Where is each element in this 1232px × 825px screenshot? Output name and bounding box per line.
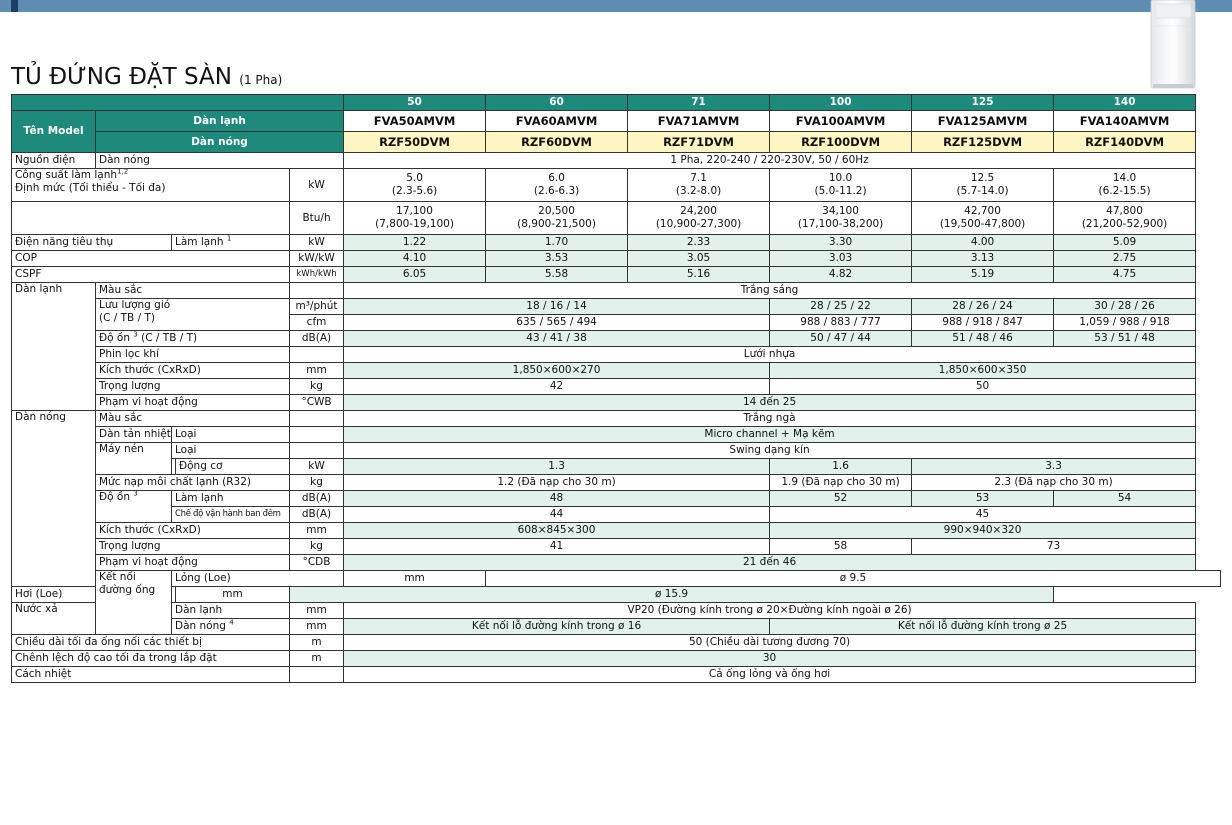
unit-cell: mm — [344, 571, 486, 587]
range: (7,800-19,100) — [375, 218, 454, 230]
section-label-piping — [96, 571, 172, 635]
table-row — [12, 95, 1221, 111]
row-label: Mức nạp môi chất lạnh (R32) — [96, 475, 290, 491]
piping-label-line1: Kết nối — [99, 571, 136, 583]
unit-cell: °CDB — [290, 555, 344, 571]
table-row — [12, 427, 1221, 443]
outdoor-model: RZF50DVM — [344, 132, 486, 153]
section-label-outdoor: Dàn nóng — [12, 411, 96, 587]
capacity-footnote: 1,2 — [117, 168, 129, 176]
unit-cell: mm — [290, 363, 344, 379]
unit-cell: kW — [290, 235, 344, 251]
motor-value: 1.3 — [344, 459, 770, 475]
sublabel-text: Dàn nóng — [175, 620, 226, 632]
table-row — [12, 363, 1221, 379]
range: (2.6-6.3) — [533, 185, 580, 197]
unit-cell: mm — [290, 603, 344, 619]
airflow-value: 30 / 28 / 26 — [1054, 299, 1196, 315]
row-sublabel: Dàn nóng — [96, 153, 344, 169]
capacity-kw-cell — [770, 169, 912, 202]
airflow-value: 28 / 26 / 24 — [912, 299, 1054, 315]
row-label: Chiều dài tối đa ống nối các thiết bị — [12, 635, 290, 651]
row-label — [96, 491, 172, 523]
airflow-value: 28 / 25 / 22 — [770, 299, 912, 315]
table-row — [12, 235, 1221, 251]
unit-cell: m³/phút — [290, 299, 344, 315]
indoor-dim-value: 1,850×600×270 — [344, 363, 770, 379]
indoor-model: FVA125AMVM — [912, 111, 1054, 132]
row-label: Màu sắc — [96, 411, 290, 427]
indoor-model: FVA71AMVM — [628, 111, 770, 132]
table-row — [12, 587, 1221, 603]
outdoor-noise-value: 52 — [770, 491, 912, 507]
motor-value: 3.3 — [912, 459, 1196, 475]
unit-cell — [290, 283, 344, 299]
outdoor-model-label: Dàn nóng — [96, 132, 344, 153]
top-banner-mark — [11, 0, 18, 12]
table-row — [12, 411, 1221, 427]
indoor-noise-value: 53 / 51 / 48 — [1054, 331, 1196, 347]
unit-cell — [290, 443, 344, 459]
unit-cell — [290, 411, 344, 427]
range: (2.3-5.6) — [391, 185, 438, 197]
power-supply-value: 1 Pha, 220-240 / 220-230V, 50 / 60Hz — [344, 153, 1196, 169]
capacity-label-line1: Công suất làm lạnh — [15, 169, 118, 181]
capacity-btu-cell — [486, 202, 628, 235]
row-sublabel — [172, 235, 290, 251]
row-label: Dàn tản nhiệt — [96, 427, 172, 443]
airflow-cfm-value: 1,059 / 988 / 918 — [1054, 315, 1196, 331]
capacity-btu-cell — [628, 202, 770, 235]
capacity-header: 125 — [912, 95, 1054, 111]
table-row — [12, 603, 1221, 619]
unit-cell: kg — [290, 475, 344, 491]
model-label: Tên Model — [12, 111, 96, 153]
outdoor-range-value: 21 đến 46 — [344, 555, 1196, 571]
row-sublabel: Động cơ — [176, 459, 290, 475]
row-label: Phạm vi hoạt động — [96, 395, 290, 411]
range: (10,900-27,300) — [655, 218, 742, 230]
power-value: 1.70 — [486, 235, 628, 251]
cop-value: 4.10 — [344, 251, 486, 267]
value: 47,800 — [1106, 205, 1143, 217]
noise-label: Độ ồn — [99, 332, 130, 344]
outdoor-noise-value: 54 — [1054, 491, 1196, 507]
cop-value: 3.05 — [628, 251, 770, 267]
range: (5.7-14.0) — [956, 185, 1009, 197]
table-row — [12, 202, 1221, 235]
table-row — [12, 539, 1221, 555]
capacity-label-continued — [12, 202, 290, 235]
airflow-cfm-value: 635 / 565 / 494 — [344, 315, 770, 331]
row-sublabel: Chế độ vận hành ban đêm — [172, 507, 290, 523]
value: 7.1 — [690, 172, 707, 184]
unit-cell: kg — [290, 539, 344, 555]
row-label: Điện năng tiêu thụ — [12, 235, 172, 251]
cspf-value: 6.05 — [344, 267, 486, 283]
table-row — [12, 283, 1221, 299]
header-blank — [12, 95, 344, 111]
capacity-btu-cell — [1054, 202, 1196, 235]
unit-cell: kW — [290, 459, 344, 475]
indoor-model: FVA140AMVM — [1054, 111, 1196, 132]
range: (8,900-21,500) — [517, 218, 596, 230]
max-length-value: 50 (Chiều dài tương đương 70) — [344, 635, 1196, 651]
row-label: Hơi (Loe) — [12, 587, 176, 603]
table-row — [12, 395, 1221, 411]
unit-cell: cfm — [290, 315, 344, 331]
row-label: Cách nhiệt — [12, 667, 290, 683]
footnote: 3 — [133, 490, 138, 498]
range: (21,200-52,900) — [1081, 218, 1168, 230]
charge-value: 1.2 (Đã nạp cho 30 m) — [344, 475, 770, 491]
airflow-label: Lưu lượng gió — [99, 299, 171, 311]
footnote: 1 — [226, 234, 232, 243]
capacity-header: 50 — [344, 95, 486, 111]
outdoor-weight-value: 73 — [912, 539, 1196, 555]
row-sublabel — [172, 619, 290, 635]
table-row — [12, 299, 1221, 315]
table-row — [12, 153, 1221, 169]
table-row — [12, 491, 1221, 507]
cop-value: 3.13 — [912, 251, 1054, 267]
value: 42,700 — [964, 205, 1001, 217]
range: (6.2-15.5) — [1098, 185, 1151, 197]
row-label: Chênh lệch độ cao tối đa trong lắp đặt — [12, 651, 290, 667]
row-sublabel: Dàn lạnh — [172, 603, 290, 619]
table-row — [12, 635, 1221, 651]
drain-outdoor-value: Kết nối lỗ đường kính trong ø 25 — [770, 619, 1196, 635]
table-row — [12, 169, 1221, 202]
indoor-weight-value: 42 — [344, 379, 770, 395]
unit-cell: kW — [290, 169, 344, 202]
value: 10.0 — [828, 172, 853, 184]
max-height-value: 30 — [344, 651, 1196, 667]
unit-cell: dB(A) — [290, 331, 344, 347]
indoor-dim-value: 1,850×600×350 — [770, 363, 1196, 379]
table-row — [12, 132, 1221, 153]
airflow-cfm-value: 988 / 883 / 777 — [770, 315, 912, 331]
outdoor-model: RZF71DVM — [628, 132, 770, 153]
table-row — [12, 507, 1221, 523]
cop-value: 3.03 — [770, 251, 912, 267]
indoor-model: FVA50AMVM — [344, 111, 486, 132]
capacity-header: 60 — [486, 95, 628, 111]
top-banner-bar — [0, 0, 1232, 12]
outdoor-weight-value: 58 — [770, 539, 912, 555]
unit-cell — [290, 667, 344, 683]
spec-table — [11, 94, 1221, 683]
power-value: 5.09 — [1054, 235, 1196, 251]
value: 17,100 — [396, 205, 433, 217]
gas-pipe-value: ø 15.9 — [290, 587, 1054, 603]
unit-cell: Btu/h — [290, 202, 344, 235]
capacity-kw-cell — [1054, 169, 1196, 202]
unit-cell: dB(A) — [290, 491, 344, 507]
row-label: COP — [12, 251, 290, 267]
outdoor-noise-value: 48 — [344, 491, 770, 507]
range: (5.0-11.2) — [814, 185, 867, 197]
row-sublabel: Làm lạnh — [172, 491, 290, 507]
noise-label: Độ ồn — [99, 491, 130, 503]
row-label: Phạm vi hoạt động — [96, 555, 290, 571]
outdoor-dim-value: 608×845×300 — [344, 523, 770, 539]
table-row — [12, 475, 1221, 491]
table-row — [12, 443, 1221, 459]
table-row — [12, 251, 1221, 267]
unit-cell: kW/kW — [290, 251, 344, 267]
capacity-header: 100 — [770, 95, 912, 111]
indoor-model: FVA100AMVM — [770, 111, 912, 132]
value: 24,200 — [680, 205, 717, 217]
row-label — [96, 331, 290, 347]
unit-cell: kWh/kWh — [290, 267, 344, 283]
table-row — [12, 111, 1221, 132]
power-value: 2.33 — [628, 235, 770, 251]
capacity-label — [12, 169, 290, 202]
table-row — [12, 651, 1221, 667]
unit-cell: dB(A) — [290, 507, 344, 523]
cspf-value: 5.58 — [486, 267, 628, 283]
unit-cell: m — [290, 635, 344, 651]
indoor-model: FVA60AMVM — [486, 111, 628, 132]
airflow-value: 18 / 16 / 14 — [344, 299, 770, 315]
power-value: 3.30 — [770, 235, 912, 251]
capacity-header: 71 — [628, 95, 770, 111]
capacity-header: 140 — [1054, 95, 1196, 111]
motor-value: 1.6 — [770, 459, 912, 475]
page-title-suffix: (1 Pha) — [239, 73, 283, 87]
row-label — [96, 299, 290, 331]
capacity-btu-cell — [912, 202, 1054, 235]
row-label: Kích thước (CxRxD) — [96, 363, 290, 379]
table-row — [12, 571, 1221, 587]
cspf-value: 4.75 — [1054, 267, 1196, 283]
capacity-label-line2: Định mức (Tối thiểu - Tối đa) — [15, 182, 166, 194]
table-row — [12, 379, 1221, 395]
outdoor-model: RZF140DVM — [1054, 132, 1196, 153]
outdoor-model: RZF100DVM — [770, 132, 912, 153]
range: (3.2-8.0) — [675, 185, 722, 197]
footnote: 4 — [229, 618, 234, 627]
row-label: Máy nén — [96, 443, 172, 475]
unit-cell: mm — [290, 523, 344, 539]
row-sublabel: Loại — [172, 443, 290, 459]
unit-cell: °CWB — [290, 395, 344, 411]
range: (17,100-38,200) — [797, 218, 884, 230]
section-label-indoor: Dàn lạnh — [12, 283, 96, 411]
cspf-value: 4.82 — [770, 267, 912, 283]
indoor-noise-value: 43 / 41 / 38 — [344, 331, 770, 347]
capacity-btu-cell — [770, 202, 912, 235]
outdoor-model: RZF60DVM — [486, 132, 628, 153]
outdoor-model: RZF125DVM — [912, 132, 1054, 153]
unit-cell: mm — [290, 619, 344, 635]
value: 14.0 — [1112, 172, 1137, 184]
charge-value: 1.9 (Đã nạp cho 30 m) — [770, 475, 912, 491]
outdoor-noise-value: 53 — [912, 491, 1054, 507]
row-label: Màu sắc — [96, 283, 290, 299]
outdoor-weight-value: 41 — [344, 539, 770, 555]
value: 6.0 — [548, 172, 565, 184]
value: 12.5 — [970, 172, 995, 184]
unit-cell: mm — [176, 587, 290, 603]
table-row — [12, 347, 1221, 363]
indoor-noise-value: 50 / 47 / 44 — [770, 331, 912, 347]
airflow-label-modes: (C / TB / T) — [99, 312, 155, 324]
capacity-kw-cell — [912, 169, 1054, 202]
capacity-kw-cell — [344, 169, 486, 202]
indoor-color-value: Trắng sáng — [344, 283, 1196, 299]
row-label: Lỏng (Loe) — [172, 571, 344, 587]
page-title — [11, 64, 282, 90]
cspf-value: 5.19 — [912, 267, 1054, 283]
outdoor-color-value: Trắng ngà — [344, 411, 1196, 427]
capacity-kw-cell — [628, 169, 770, 202]
table-row — [12, 523, 1221, 539]
row-label: Trọng lượng — [96, 379, 290, 395]
cspf-value: 5.16 — [628, 267, 770, 283]
cop-value: 3.53 — [486, 251, 628, 267]
noise-modes: (C / TB / T) — [141, 332, 198, 344]
night-noise-value: 45 — [770, 507, 1196, 523]
power-value: 4.00 — [912, 235, 1054, 251]
unit-cell — [290, 427, 344, 443]
table-row — [12, 555, 1221, 571]
indoor-weight-value: 50 — [770, 379, 1196, 395]
indoor-model-label: Dàn lạnh — [96, 111, 344, 132]
page-title-text: TỦ ĐỨNG ĐẶT SÀN — [11, 64, 232, 90]
row-label: Phin lọc khí — [96, 347, 290, 363]
piping-label-line2: đường ống — [99, 584, 156, 596]
range: (19,500-47,800) — [939, 218, 1026, 230]
value: 34,100 — [822, 205, 859, 217]
unit-cell — [290, 347, 344, 363]
value: 20,500 — [538, 205, 575, 217]
night-noise-value: 44 — [344, 507, 770, 523]
footnote: 3 — [133, 330, 138, 339]
capacity-btu-cell — [344, 202, 486, 235]
outdoor-dim-value: 990×940×320 — [770, 523, 1196, 539]
filter-value: Lưới nhựa — [344, 347, 1196, 363]
row-label: Nguồn điện — [12, 153, 96, 169]
heat-exchanger-value: Micro channel + Mạ kẽm — [344, 427, 1196, 443]
value: 5.0 — [406, 172, 423, 184]
cop-value: 2.75 — [1054, 251, 1196, 267]
indoor-range-value: 14 đến 25 — [344, 395, 1196, 411]
table-row — [12, 619, 1221, 635]
row-label: Trọng lượng — [96, 539, 290, 555]
indoor-noise-value: 51 / 48 / 46 — [912, 331, 1054, 347]
liquid-pipe-value: ø 9.5 — [486, 571, 1221, 587]
row-label: Kích thước (CxRxD) — [96, 523, 290, 539]
table-row — [12, 667, 1221, 683]
compressor-type-value: Swing dạng kín — [344, 443, 1196, 459]
drain-outdoor-value: Kết nối lỗ đường kính trong ø 16 — [344, 619, 770, 635]
charge-value: 2.3 (Đã nạp cho 30 m) — [912, 475, 1196, 491]
unit-cell: m — [290, 651, 344, 667]
row-sublabel: Loại — [172, 427, 290, 443]
drain-indoor-value: VP20 (Đường kính trong ø 20×Đường kính ngoài ø 26) — [344, 603, 1196, 619]
capacity-kw-cell — [486, 169, 628, 202]
power-value: 1.22 — [344, 235, 486, 251]
table-row — [12, 459, 1221, 475]
unit-cell: kg — [290, 379, 344, 395]
table-row — [12, 267, 1221, 283]
airflow-cfm-value: 988 / 918 / 847 — [912, 315, 1054, 331]
floor-standing-unit-image — [1143, 0, 1203, 90]
table-row — [12, 331, 1221, 347]
row-label: CSPF — [12, 267, 290, 283]
row-label: Nước xả — [12, 603, 96, 635]
sublabel-text: Làm lạnh — [175, 236, 224, 248]
insulation-value: Cả ống lỏng và ống hơi — [344, 667, 1196, 683]
